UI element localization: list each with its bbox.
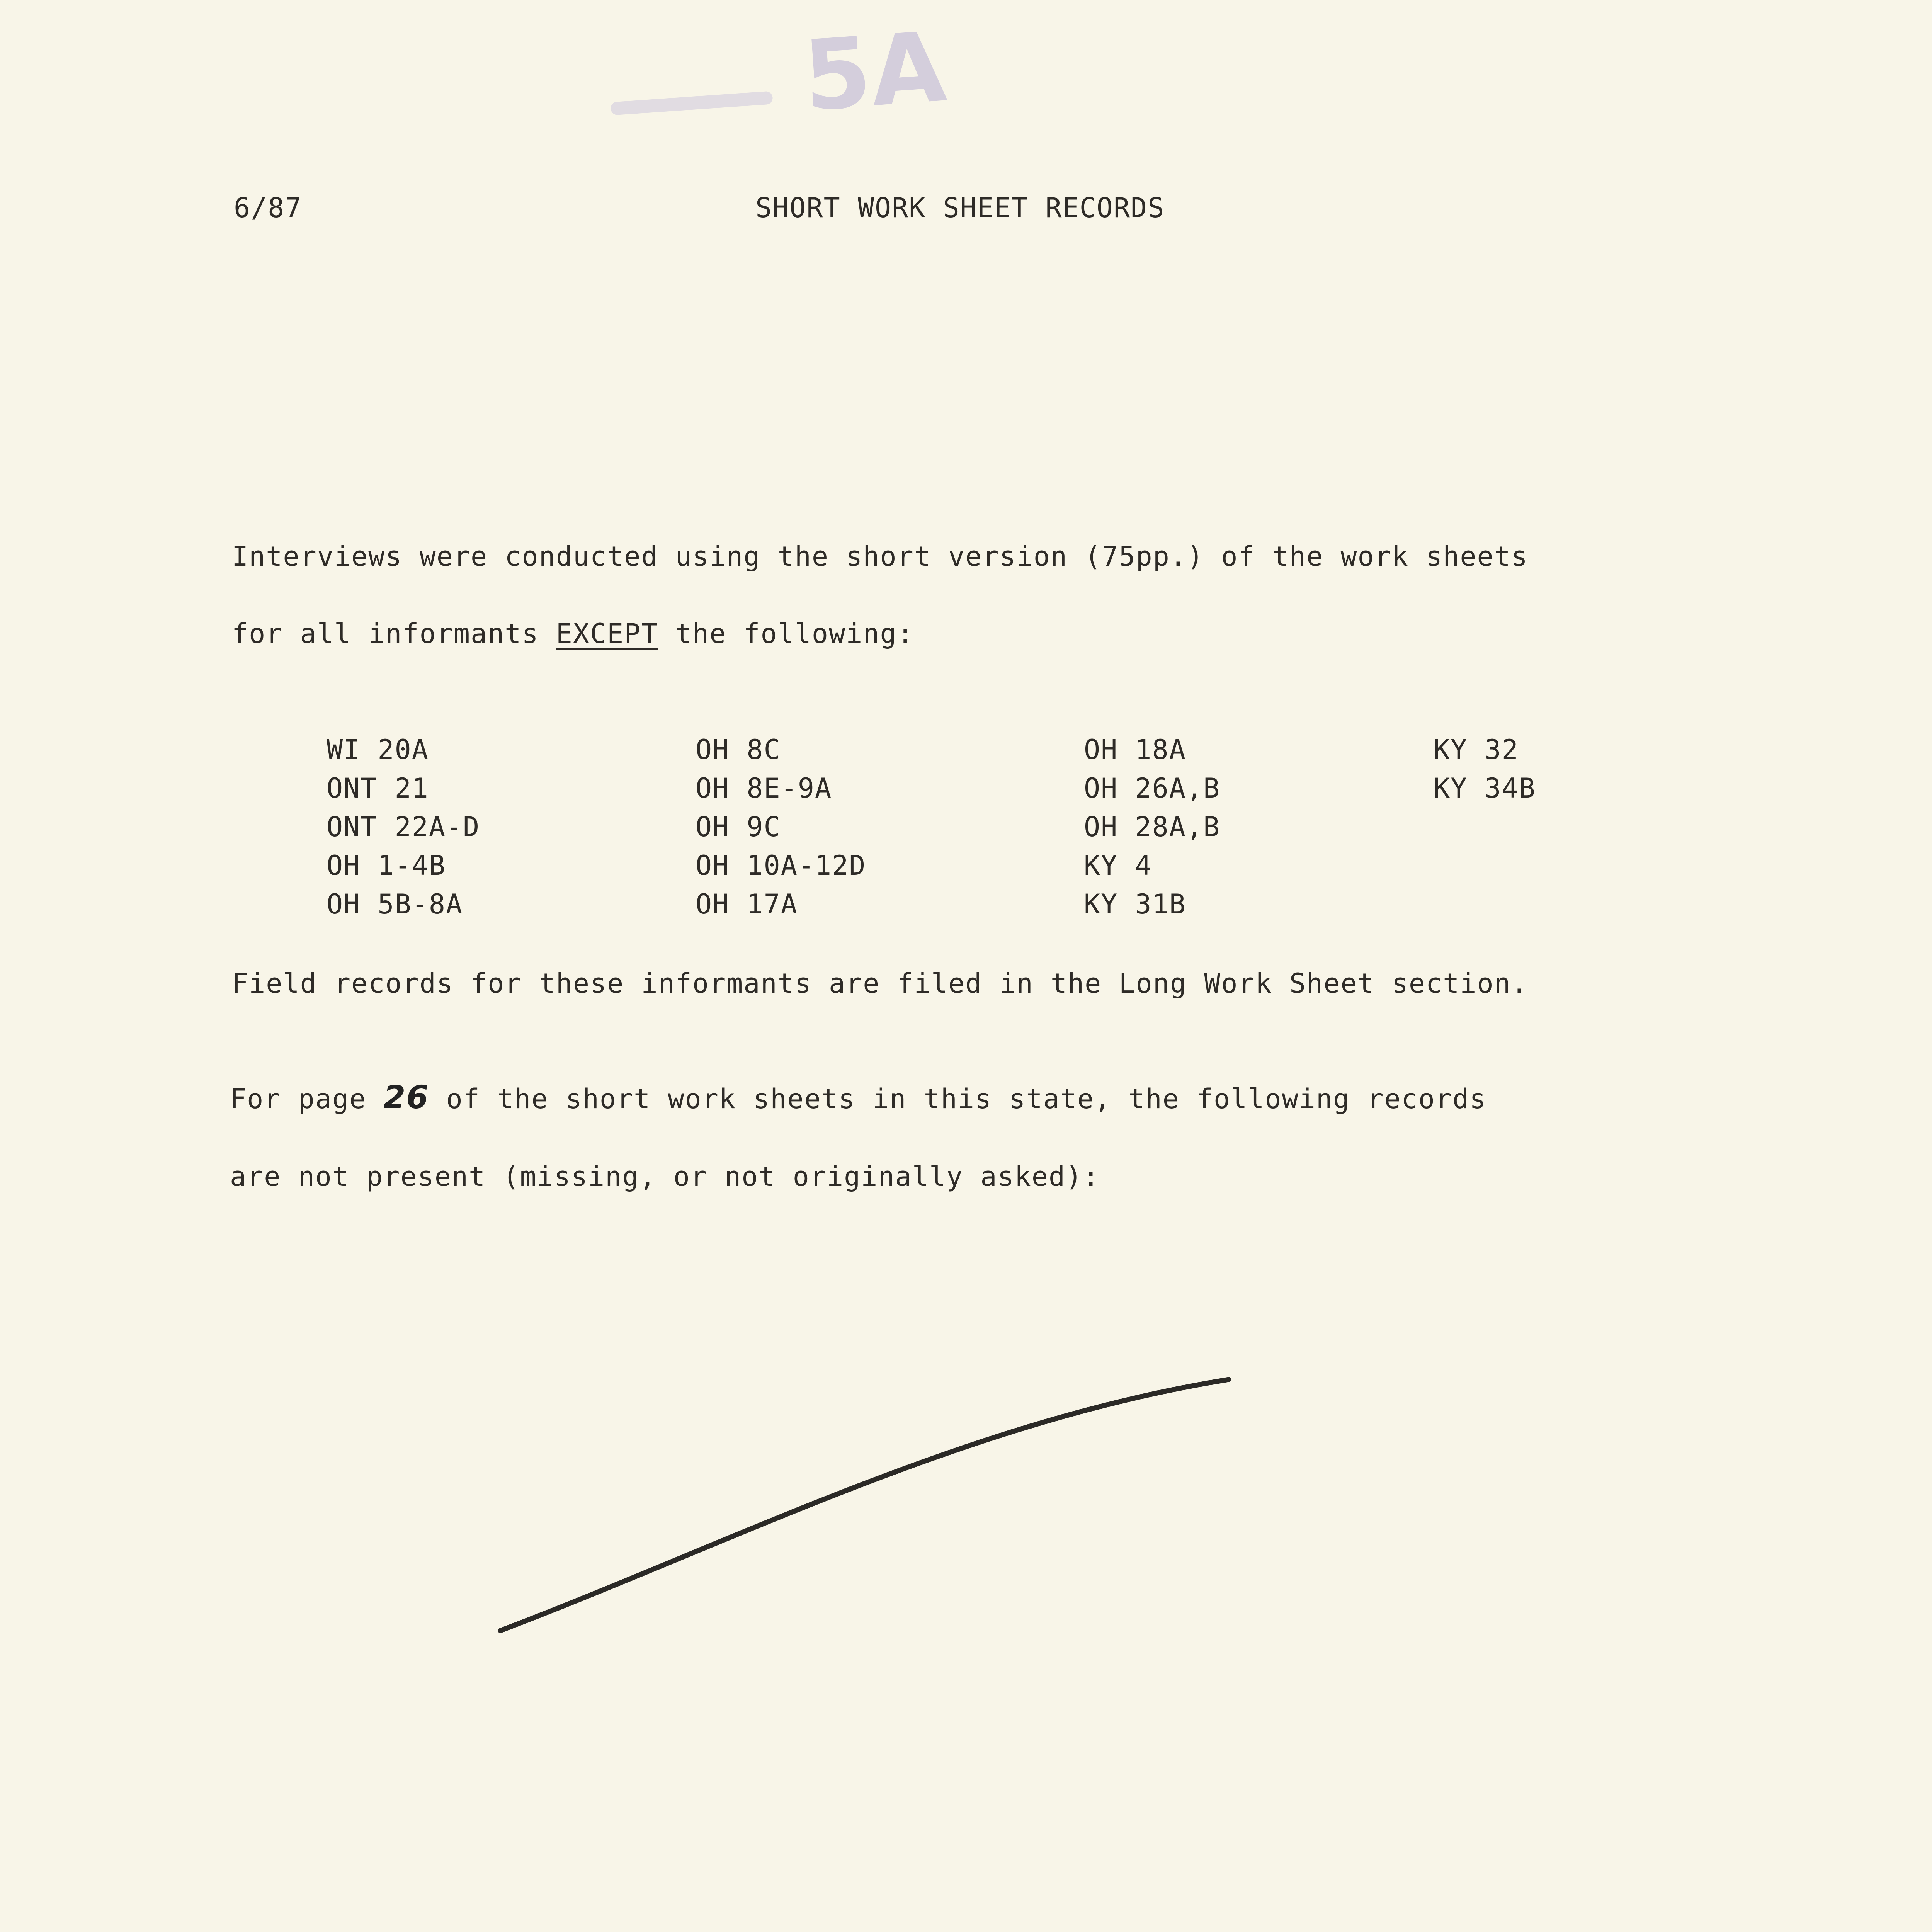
page-title: SHORT WORK SHEET RECORDS <box>755 192 1165 224</box>
exception-entry: OH 5B-8A <box>327 888 463 920</box>
handwritten-page-number: 26 <box>383 1079 429 1116</box>
strike-stroke <box>500 1379 1229 1631</box>
intro-line-1: Interviews were conducted using the short version (75pp.) of the work sheets <box>232 541 1528 572</box>
exception-entry: OH 1-4B <box>327 850 446 881</box>
exception-entry: WI 20A <box>327 734 429 765</box>
exception-entry: KY 4 <box>1084 850 1152 881</box>
exception-entry: OH 8C <box>696 734 781 765</box>
exception-entry: OH 10A-12D <box>696 850 866 881</box>
exception-entry: KY 32 <box>1434 734 1519 765</box>
exception-entry: OH 9C <box>696 811 781 843</box>
except-emphasis: EXCEPT <box>556 618 658 650</box>
pencil-mark-number: 5A <box>800 10 950 133</box>
exception-entry: KY 34B <box>1434 772 1536 804</box>
exception-entry: OH 18A <box>1084 734 1186 765</box>
field-records-note: Field records for these informants are filed in the Long Work Sheet section. <box>232 968 1528 999</box>
intro-line-2-end: the following: <box>658 618 914 650</box>
exception-entry: ONT 22A-D <box>327 811 480 843</box>
page-line-start: For page <box>230 1083 384 1115</box>
exception-entry: OH 8E-9A <box>696 772 832 804</box>
missing-records-line: are not present (missing, or not originally asked): <box>230 1161 1100 1192</box>
exception-entry: OH 17A <box>696 888 798 920</box>
header-date: 6/87 <box>234 192 302 224</box>
exception-entry: ONT 21 <box>327 772 429 804</box>
page-line-end: of the short work sheets in this state, the following records <box>429 1083 1487 1115</box>
intro-line-2-start: for all informants <box>232 618 556 650</box>
exception-entry: OH 28A,B <box>1084 811 1221 843</box>
exception-entry: OH 26A,B <box>1084 772 1221 804</box>
exception-entry: KY 31B <box>1084 888 1186 920</box>
